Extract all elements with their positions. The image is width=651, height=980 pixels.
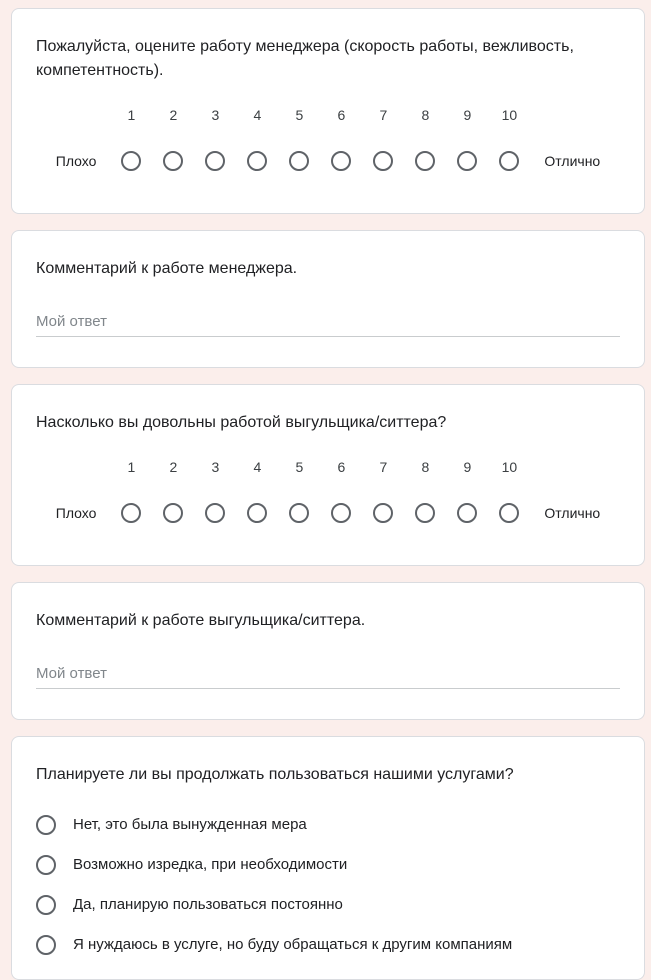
scale-column bbox=[152, 105, 194, 171]
question-title: Планируете ли вы продолжать пользоваться нашими услугами? bbox=[36, 766, 514, 783]
scale-number-label: 8 bbox=[421, 459, 430, 475]
question-title: Пожалуйста, оцените работу менеджера (скорость работы, вежливость, компетентность). bbox=[36, 38, 574, 79]
radio-button[interactable] bbox=[36, 895, 56, 915]
scale-number-label: 3 bbox=[211, 459, 220, 475]
radio-option-label: Я нуждаюсь в услуге, но буду обращаться к другим компаниям bbox=[73, 935, 513, 953]
scale-number-label: 6 bbox=[337, 107, 346, 123]
question-title: Насколько вы довольны работой выгульщика/ситтера? bbox=[36, 414, 447, 431]
scale-number-label: 3 bbox=[211, 107, 220, 123]
question-title: Комментарий к работе менеджера. bbox=[36, 260, 298, 277]
scale-column bbox=[404, 457, 446, 523]
scale-column bbox=[320, 457, 362, 523]
scale-high-label: Отлично bbox=[544, 153, 601, 169]
scale-radio-4[interactable] bbox=[247, 503, 267, 523]
radio-option[interactable] bbox=[36, 814, 620, 835]
scale-radio-3[interactable] bbox=[205, 151, 225, 171]
scale-radio-6[interactable] bbox=[331, 151, 351, 171]
radio-button[interactable] bbox=[36, 815, 56, 835]
scale-number-label: 8 bbox=[421, 107, 430, 123]
linear-scale bbox=[36, 457, 620, 523]
linear-scale bbox=[36, 105, 620, 171]
scale-radio-9[interactable] bbox=[457, 503, 477, 523]
question-card-manager-comment bbox=[11, 230, 645, 368]
radio-option-label: Возможно изредка, при необходимости bbox=[73, 855, 348, 873]
scale-radio-1[interactable] bbox=[121, 151, 141, 171]
scale-column bbox=[194, 105, 236, 171]
scale-column bbox=[152, 457, 194, 523]
scale-column bbox=[320, 105, 362, 171]
scale-radio-10[interactable] bbox=[499, 503, 519, 523]
scale-column bbox=[488, 457, 530, 523]
scale-number-label: 2 bbox=[169, 459, 178, 475]
scale-number-label: 6 bbox=[337, 459, 346, 475]
radio-option-label: Нет, это была вынужденная мера bbox=[73, 815, 307, 833]
scale-radio-7[interactable] bbox=[373, 503, 393, 523]
scale-column bbox=[404, 105, 446, 171]
radio-button[interactable] bbox=[36, 855, 56, 875]
scale-high-label: Отлично bbox=[544, 505, 601, 521]
scale-number-label: 5 bbox=[295, 107, 304, 123]
scale-low-label: Плохо bbox=[55, 153, 97, 169]
radio-option-list bbox=[36, 814, 620, 955]
scale-column bbox=[362, 457, 404, 523]
scale-column bbox=[194, 457, 236, 523]
scale-radio-4[interactable] bbox=[247, 151, 267, 171]
scale-radio-8[interactable] bbox=[415, 503, 435, 523]
scale-radio-5[interactable] bbox=[289, 151, 309, 171]
scale-column bbox=[278, 105, 320, 171]
scale-number-label: 1 bbox=[127, 459, 136, 475]
radio-option-label: Да, планирую пользоваться постоянно bbox=[73, 895, 343, 913]
scale-options bbox=[110, 105, 530, 171]
scale-number-label: 4 bbox=[253, 459, 262, 475]
scale-radio-8[interactable] bbox=[415, 151, 435, 171]
scale-radio-2[interactable] bbox=[163, 151, 183, 171]
question-card-manager-rating bbox=[11, 8, 645, 214]
scale-column bbox=[362, 105, 404, 171]
scale-low-label: Плохо bbox=[55, 505, 97, 521]
radio-option[interactable] bbox=[36, 934, 620, 955]
question-card-sitter-comment bbox=[11, 582, 645, 720]
scale-radio-5[interactable] bbox=[289, 503, 309, 523]
scale-number-label: 9 bbox=[463, 459, 472, 475]
scale-column bbox=[110, 105, 152, 171]
scale-number-label: 5 bbox=[295, 459, 304, 475]
scale-number-label: 7 bbox=[379, 459, 388, 475]
question-title: Комментарий к работе выгульщика/ситтера. bbox=[36, 612, 366, 629]
input-placeholder: Мой ответ bbox=[36, 313, 107, 330]
input-placeholder: Мой ответ bbox=[36, 665, 107, 682]
scale-column bbox=[110, 457, 152, 523]
question-card-sitter-rating bbox=[11, 384, 645, 566]
scale-number-label: 9 bbox=[463, 107, 472, 123]
scale-number-label: 10 bbox=[501, 107, 518, 123]
scale-radio-1[interactable] bbox=[121, 503, 141, 523]
scale-radio-9[interactable] bbox=[457, 151, 477, 171]
short-answer-input[interactable] bbox=[36, 664, 620, 689]
scale-column bbox=[446, 105, 488, 171]
scale-radio-10[interactable] bbox=[499, 151, 519, 171]
short-answer-input[interactable] bbox=[36, 312, 620, 337]
scale-column bbox=[236, 457, 278, 523]
radio-option[interactable] bbox=[36, 854, 620, 875]
scale-radio-2[interactable] bbox=[163, 503, 183, 523]
scale-number-label: 4 bbox=[253, 107, 262, 123]
radio-button[interactable] bbox=[36, 935, 56, 955]
scale-column bbox=[488, 105, 530, 171]
scale-radio-3[interactable] bbox=[205, 503, 225, 523]
scale-radio-7[interactable] bbox=[373, 151, 393, 171]
scale-column bbox=[236, 105, 278, 171]
scale-options bbox=[110, 457, 530, 523]
scale-column bbox=[278, 457, 320, 523]
scale-number-label: 2 bbox=[169, 107, 178, 123]
scale-number-label: 10 bbox=[501, 459, 518, 475]
scale-number-label: 7 bbox=[379, 107, 388, 123]
scale-column bbox=[446, 457, 488, 523]
scale-number-label: 1 bbox=[127, 107, 136, 123]
radio-option[interactable] bbox=[36, 894, 620, 915]
question-card-continue-service bbox=[11, 736, 645, 980]
scale-radio-6[interactable] bbox=[331, 503, 351, 523]
